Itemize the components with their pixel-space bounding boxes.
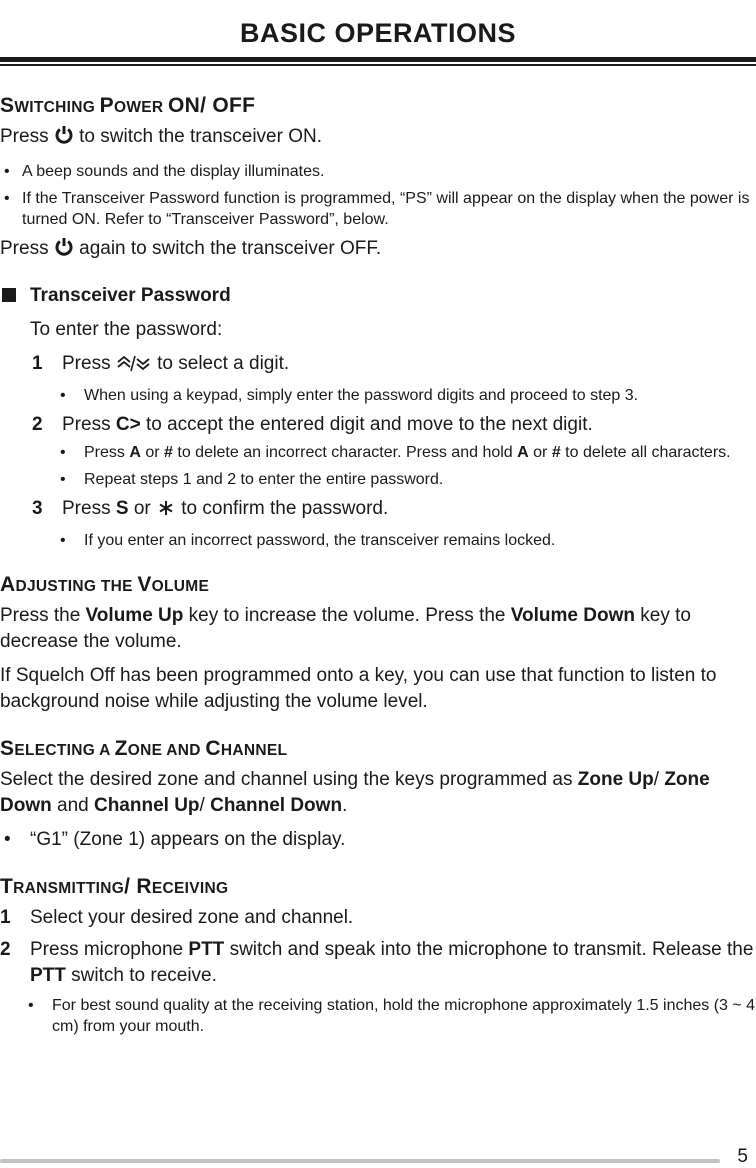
page-number: 5: [737, 1146, 748, 1167]
bullet-item: • “G1” (Zone 1) appears on the display.: [4, 829, 346, 850]
password-steps: [0, 351, 756, 551]
subsection-heading-password: Transceiver Password: [0, 285, 756, 307]
bullet-item: • A beep sounds and the display illuminates.: [4, 163, 325, 180]
transmit-step-2: 2 Press microphone PTT switch and speak into the microphone to transmit. Release the PTT switch to receive.: [0, 939, 754, 986]
bullet-item: • Repeat steps 1 and 2 to enter the entire password.: [60, 471, 444, 488]
section-heading-volume: ADJUSTING THE VOLUME: [0, 573, 210, 596]
power-icon: [54, 237, 74, 265]
bullet-item: • When using a keypad, simply enter the password digits and proceed to step 3.: [60, 387, 639, 404]
page-content: [0, 94, 756, 1041]
zone-paragraph: Select the desired zone and channel using the keys programmed as Zone Up/ Zone Down and Channel Up/ Channel Down.: [0, 769, 710, 816]
section-heading-zone-channel: SELECTING A ZONE AND CHANNEL: [0, 737, 288, 760]
page-footer: [0, 1146, 756, 1168]
bullet-item: • For best sound quality at the receiving station, hold the microphone approximately 1.5 inches (3 ~ 4 cm) from your mouth.: [28, 997, 756, 1035]
power-off-instruction: Press again to switch the transceiver OFF.: [0, 236, 756, 265]
password-intro: To enter the password:: [30, 319, 223, 340]
bullet-item: • Press A or # to delete an incorrect character. Press and hold A or # to delete all characters.: [60, 444, 731, 461]
step-2: 2 Press C> to accept the entered digit and move to the next digit.: [32, 414, 593, 435]
square-bullet-icon: [2, 288, 16, 302]
up-down-keys-icon: [116, 353, 152, 381]
header-rule-thin: [0, 64, 756, 66]
transmit-step-1: 1 Select your desired zone and channel.: [0, 907, 354, 928]
bullet-item: • If you enter an incorrect password, the transceiver remains locked.: [60, 532, 556, 549]
step-3: 3 Press S or to confirm the password.: [32, 496, 756, 526]
step-1: 1 Press to select a digit.: [32, 351, 756, 381]
power-on-instruction: Press to switch the transceiver ON.: [0, 124, 756, 153]
volume-paragraph-2: If Squelch Off has been programmed onto a key, you can use that function to listen to background noise while adjusting the volume level.: [0, 665, 717, 712]
section-heading-transmit-receive: TRANSMITTING/ RECEIVING: [0, 875, 229, 898]
asterisk-key-icon: [156, 498, 176, 526]
page-title: BASIC OPERATIONS: [239, 18, 517, 48]
power-icon: [54, 125, 74, 153]
volume-paragraph-1: Press the Volume Up key to increase the volume. Press the Volume Down key to decrease the volume.: [0, 605, 691, 652]
bullet-item: • If the Transceiver Password function is programmed, “PS” will appear on the display when the power is turned ON. Refer to “Transceiver Password”, below.: [4, 190, 750, 228]
page-header: [0, 0, 756, 70]
header-rule-thick: [0, 57, 756, 62]
footer-rule: [0, 1159, 720, 1163]
section-heading-switching-power: SWITCHING POWER ON/ OFF: [0, 94, 256, 117]
